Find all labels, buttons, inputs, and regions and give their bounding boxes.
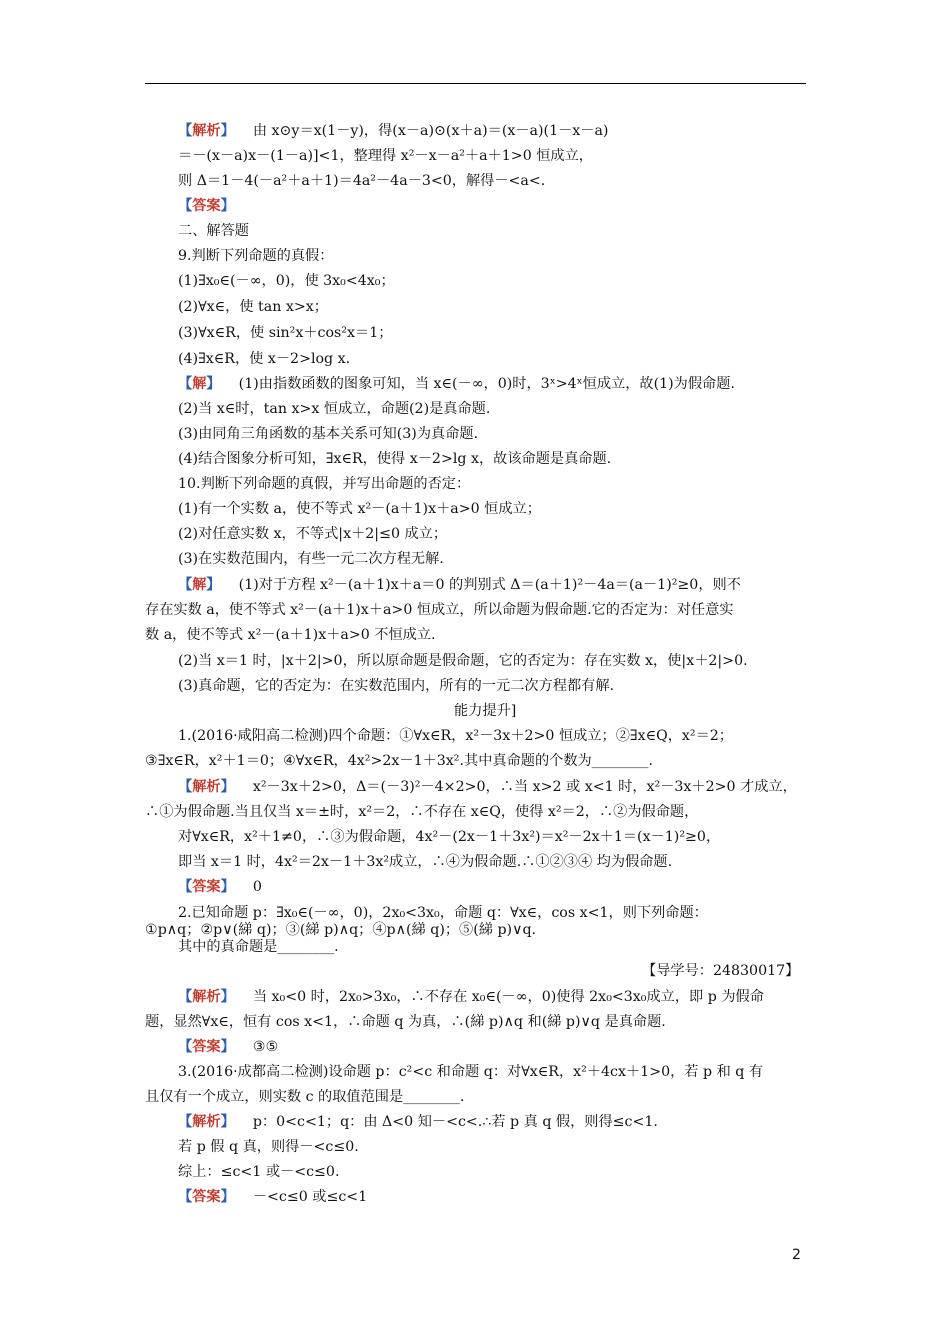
text-line: (3)真命题，它的否定为：在实数范围内，所有的一元二次方程都有解. <box>178 678 615 694</box>
text-line: ∴①为假命题.当且仅当 x＝±时，x²＝2，∴不存在 x∈Q，使得 x²＝2，∴②为假命题， <box>145 804 699 820</box>
text-line: (2)对任意实数 x，不等式|x＋2|≤0 成立； <box>178 526 448 542</box>
text-line: 题，显然∀x∈，恒有 cos x<1，∴命题 q 为真，∴(綈 p)∧q 和(綈 p)∨q 是真命题. <box>145 1014 666 1030</box>
text-line: (2)当 x＝1 时，|x＋2|>0，所以原命题是假命题，它的否定为：存在实数 x，使|x＋2|>0. <box>178 653 748 669</box>
label-tag: 【解】 <box>178 376 221 392</box>
text-line: 10.判断下列命题的真假，并写出命题的否定： <box>178 476 471 492</box>
guide-number: 【导学号：24830017】 <box>642 963 800 979</box>
text-line: (3)由同角三角函数的基本关系可知(3)为真命题. <box>178 426 479 442</box>
label-tag: 【答案】 <box>178 1039 235 1055</box>
label-tag: 【解】 <box>178 577 221 593</box>
text-line: 二、解答题 <box>178 223 249 239</box>
label-tag: 【解析】 <box>178 1114 235 1130</box>
text-line: (2)∀x∈，使 tan x>x； <box>178 299 328 315</box>
text-line: 【解析】 x²－3x＋2>0，Δ＝(－3)²－4×2>0，∴当 x>2 或 x<1 时，x²－3x＋2>0 才成立， <box>178 779 797 795</box>
text-line: 【答案】 ③⑤ <box>178 1039 279 1055</box>
text-line: (1)∃x₀∈(－∞，0)，使 3x₀<4x₀； <box>178 273 395 289</box>
text-line: ＝－(x－a)x－(1－a)]<1，整理得 x²－x－a²＋a＋1>0 恒成立， <box>178 148 593 164</box>
section-heading: 能力提升] <box>454 703 517 719</box>
text-line <box>178 196 253 216</box>
text-line: 对∀x∈R，x²＋1≠0，∴③为假命题，4x²－(2x－1＋3x²)＝x²－2x＋1＝(x－1)²≥0， <box>178 829 721 845</box>
text-line: 【解析】 由 x⊙y＝x(1－y)，得(x－a)⊙(x＋a)＝(x－a)(1－x－a) <box>178 123 609 139</box>
text-line: 存在实数 a，使不等式 x²－(a＋1)x＋a>0 恒成立，所以命题为假命题.它的否定为：对任意实 <box>145 602 734 618</box>
page-number: 2 <box>792 1247 801 1263</box>
text-line: (2)当 x∈时，tan x>x 恒成立，命题(2)是真命题. <box>178 401 491 417</box>
text-line: 2.已知命题 p：∃x₀∈(－∞，0)，2x₀<3x₀，命题 q：∀x∈，cos x<1，则下列命题： <box>178 905 708 921</box>
label-tag: 【答案】 <box>178 198 235 214</box>
label-tag: 【解析】 <box>178 989 235 1005</box>
text-line: 则 Δ＝1－4(－a²＋a＋1)＝4a²－4a－3<0，解得－<a<. <box>178 173 546 189</box>
text-line: 【解】 (1)由指数函数的图象可知，当 x∈(－∞，0)时，3ˣ>4ˣ恒成立，故(1)为假命题. <box>178 376 735 392</box>
text-line: 若 p 假 q 真，则得－<c≤0. <box>178 1139 359 1155</box>
text-line: 【答案】 －<c≤0 或≤c<1 <box>178 1189 368 1205</box>
text-line: 3.(2016·成都高二检测)设命题 p：c²<c 和命题 q：对∀x∈R，x²＋4cx＋1>0，若 p 和 q 有 <box>178 1064 764 1080</box>
text-line: 9.判断下列命题的真假： <box>178 248 334 264</box>
text-line: 数 a，使不等式 x²－(a＋1)x＋a>0 不恒成立. <box>145 627 436 643</box>
label-tag: 【解析】 <box>178 123 235 139</box>
header-rule <box>145 83 806 84</box>
text-line: 【答案】 0 <box>178 879 262 895</box>
label-tag: 【答案】 <box>178 1189 235 1205</box>
text-line: 【解析】 p：0<c<1；q：由 Δ<0 知－<c<.∴若 p 真 q 假，则得≤c<1. <box>178 1114 658 1130</box>
text-line: (4)∃x∈R，使 x－2>log x. <box>178 351 351 367</box>
text-line: (3)在实数范围内，有些一元二次方程无解. <box>178 551 444 567</box>
text-line: 即当 x＝1 时，4x²＝2x－1＋3x²成立，∴④为假命题.∴①②③④ 均为假命题. <box>178 854 673 870</box>
text-line: 且仅有一个成立，则实数 c 的取值范围是________. <box>145 1089 465 1105</box>
text-line: 其中的真命题是________. <box>178 939 339 955</box>
text-line: (3)∀x∈R，使 sin²x＋cos²x＝1； <box>178 325 393 341</box>
text-line: (4)结合图象分析可知，∃x∈R，使得 x－2>lg x，故该命题是真命题. <box>178 451 612 467</box>
label-tag: 【解析】 <box>178 779 235 795</box>
text-line: 1.(2016·咸阳高二检测)四个命题：①∀x∈R，x²－3x＋2>0 恒成立；②∃x∈Q，x²＝2； <box>178 728 733 744</box>
label-tag: 【答案】 <box>178 879 235 895</box>
text-line: (1)有一个实数 a，使不等式 x²－(a＋1)x＋a>0 恒成立； <box>178 501 541 517</box>
text-line: ③∃x∈R，x²＋1＝0；④∀x∈R，4x²>2x－1＋3x².其中真命题的个数为________. <box>145 753 653 769</box>
text-line: 【解析】 当 x₀<0 时，2x₀>3x₀，∴不存在 x₀∈(－∞，0)使得 2x₀<3x₀成立，即 p 为假命 <box>178 989 764 1005</box>
text-line: ①p∧q；②p∨(綈 q)；③(綈 p)∧q；④p∧(綈 q)；⑤(綈 p)∨q. <box>145 922 537 938</box>
text-line: 综上：≤c<1 或－<c≤0. <box>178 1164 340 1180</box>
text-line: 【解】 (1)对于方程 x²－(a＋1)x＋a＝0 的判别式 Δ＝(a＋1)²－4a＝(a－1)²≥0，则不 <box>178 577 741 593</box>
